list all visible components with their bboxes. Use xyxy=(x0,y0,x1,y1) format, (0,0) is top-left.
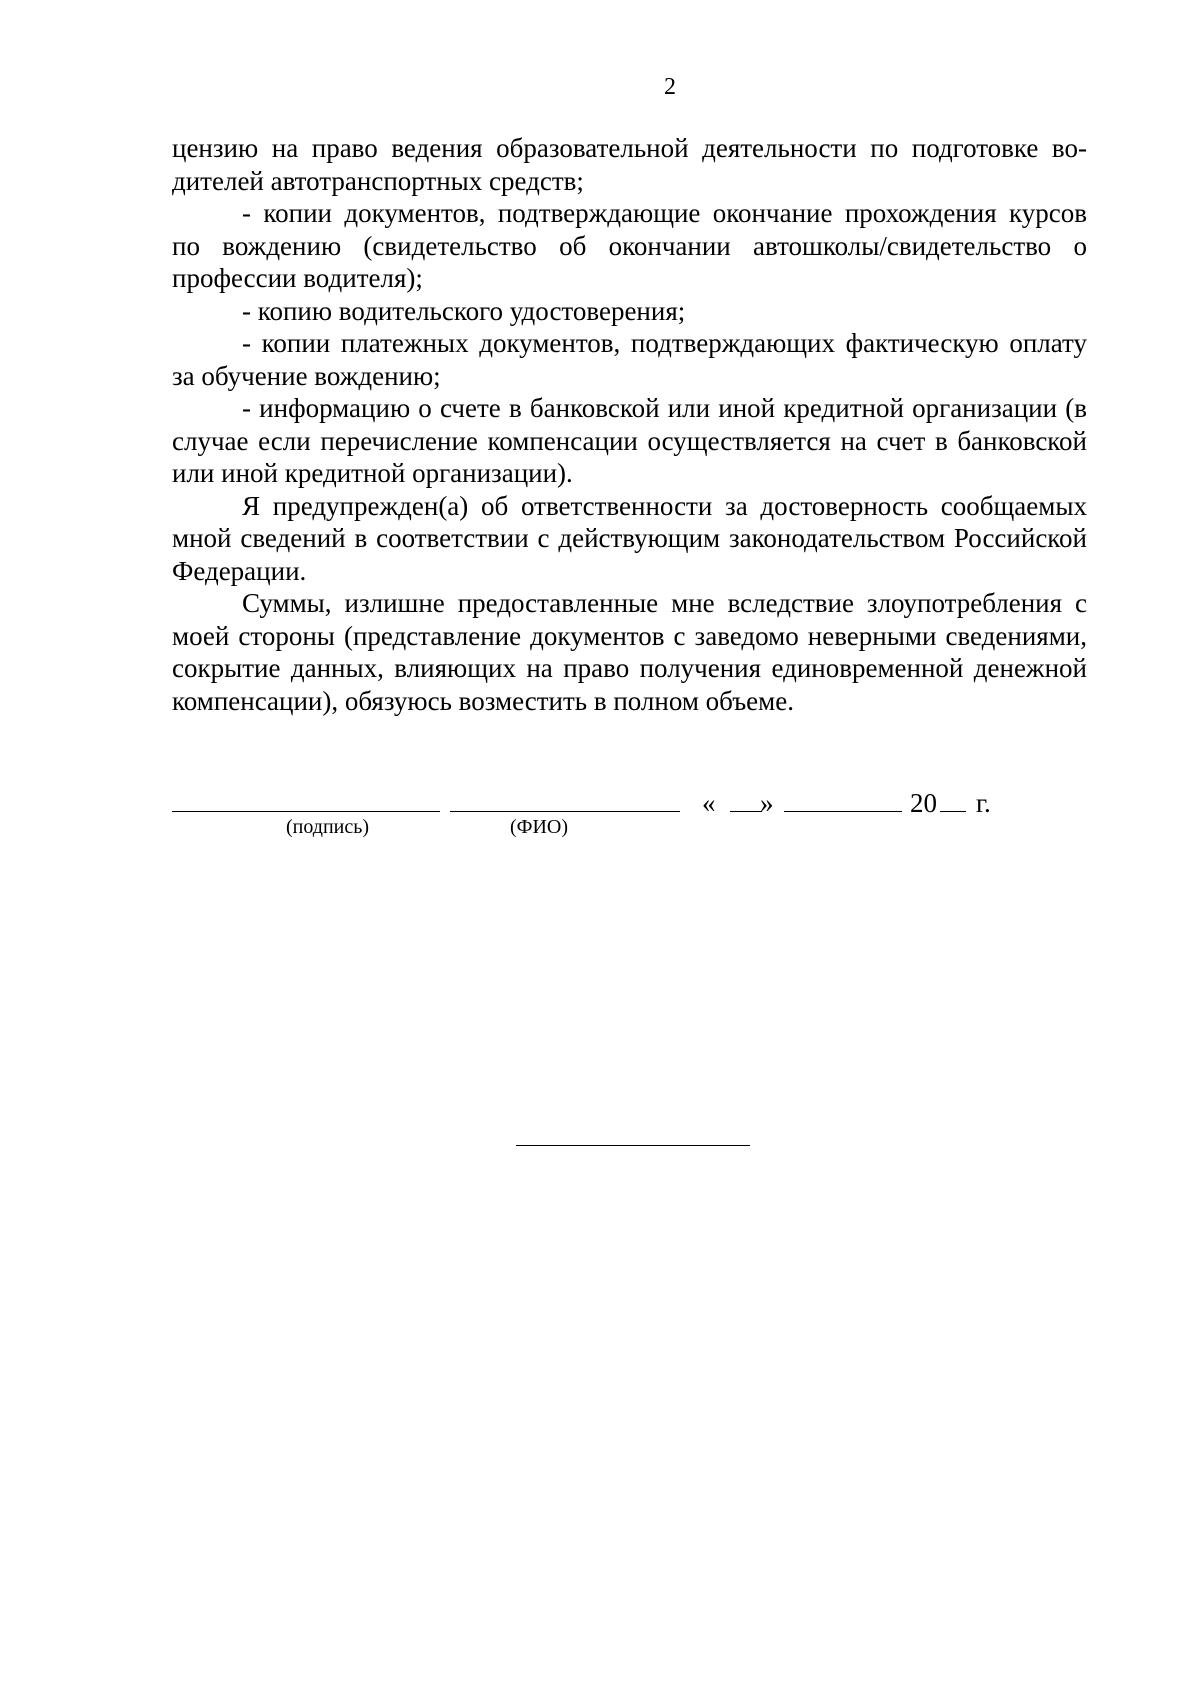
caption-signature: (подпись) xyxy=(286,816,370,838)
document-body xyxy=(172,132,1087,717)
date-quote-open: « xyxy=(702,788,716,818)
date-month-line[interactable] xyxy=(784,811,902,812)
paragraph-refund-obligation: Суммы, излишне предоставленные мне вследствие злоупотребления с моей стороны (представление документов с заведомо неверными сведениями, сокрытие данных, влияющих на право получения единовременной денежной компенсации), обязуюсь возместить в полном объеме. xyxy=(172,588,1087,716)
caption-fio: (ФИО) xyxy=(510,816,569,838)
date-year-line[interactable] xyxy=(940,811,966,812)
document-end-line xyxy=(516,1145,750,1146)
date-quote-close: » xyxy=(760,788,774,818)
paragraph-responsibility: Я предупрежден(а) об ответственности за достоверность сообщаемых мной сведений в соответствии с действующим законодательством Российской Федерации. xyxy=(172,490,1087,586)
date-year-prefix: 20 xyxy=(910,788,937,818)
list-item-payment-documents: - копии платежных документов, подтверждающих фактическую оплату за обучение вождению; xyxy=(172,328,1087,391)
paragraph-license-continuation: цензию на право ведения образовательной деятельности по подготовке водителей автотранспортных средств; xyxy=(172,133,1087,196)
list-item-course-documents: - копии документов, подтверждающие окончание прохождения курсов по вождению (свидетельство об окончании автошколы/свидетельство о профессии водителя); xyxy=(172,198,1087,293)
list-item-bank-account: - информацию о счете в банковской или иной кредитной организации (в случае если перечисление компенсации осуществляется на счет в банковской или иной кредитной организации). xyxy=(172,393,1087,488)
page-number: 2 xyxy=(664,74,676,100)
list-item-driver-license: - копию водительского удостоверения; xyxy=(242,295,686,326)
signature-line[interactable] xyxy=(172,811,440,812)
fio-line[interactable] xyxy=(450,811,680,812)
date-day-line[interactable] xyxy=(730,811,762,812)
signature-block xyxy=(172,778,1092,838)
date-year-suffix: г. xyxy=(976,788,991,818)
